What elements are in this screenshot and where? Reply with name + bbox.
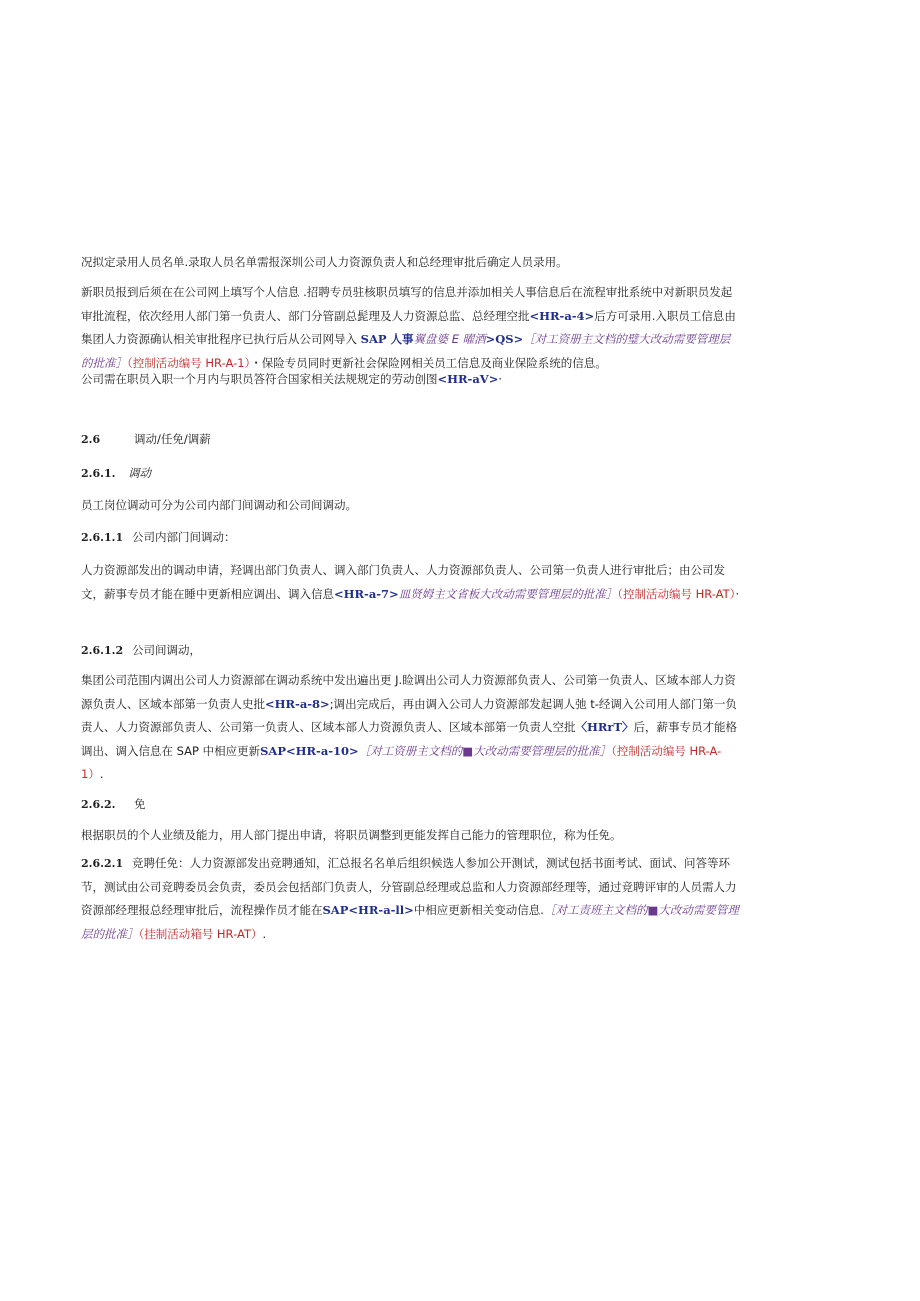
paragraph-text: 员工岗位调动可分为公司内部门间调动和公司间调动。	[81, 498, 357, 512]
control-reference: SAP 人事	[360, 332, 414, 346]
control-reference: 〈HRrT〉	[575, 720, 634, 734]
section-number: 2.6.2.	[81, 798, 116, 811]
paragraph-text: ・保险专员同时更新社会保险网相关员工信息及商业保险系统的信息。	[250, 355, 607, 370]
control-reference: <HR-aV>	[437, 372, 499, 386]
control-activity-number: （控制活动编号 HR-A-1）	[127, 355, 251, 370]
approval-note: ［对工责班主文档的■大改动需要管理层的批准］	[81, 903, 739, 941]
paragraph-text: 公司需在职员入职一个月内与职员答符合国家相关法规规定的劳动创图	[81, 372, 438, 386]
paragraph-text: 集团公司范围内调出公司人力资源部在调动系统中发出遍出更 J.睑调出公司人力资源部负责人、公司第一负责人、区域本部人力资源负责人、区域本部第一负责人史批	[81, 673, 736, 711]
paragraph-text: 新职员报到后须在在公司网上填写个人信息 .招聘专员驻核职员填写的信息并添加相关人事信息后在流程审批系统中对新职员发起审批流程，依次经用人部门第一负责人、部门分管副总髭理及人力资源总监、总经理空批	[81, 285, 733, 323]
paragraph-text: ·	[498, 372, 502, 386]
section-title: 公司内部门间调动：	[132, 530, 236, 544]
paragraph-appointment-definition	[81, 824, 741, 848]
paragraph-labor-contract	[81, 368, 741, 392]
section-heading-2-6-2	[81, 794, 146, 815]
paragraph-competitive-appointment	[81, 852, 741, 946]
section-heading-2-6-1	[81, 463, 151, 484]
paragraph-text: 中相应更新相关变动信息.	[413, 903, 544, 917]
section-title: 调动	[128, 466, 151, 480]
note-text: 翼盘婆 E 曜酒	[413, 332, 486, 346]
section-number: 2.6.1.2	[81, 644, 124, 657]
paragraph-text: .	[99, 767, 104, 781]
paragraph-onboarding	[81, 281, 741, 375]
paragraph-internal-transfer	[81, 559, 741, 606]
paragraph-text: 人力资源部发出的调动申请，羟调出部门负责人、调入部门负责人、人力资源部负责人、公司第一负责人进行审批后；由公司发文，薪事专员才能在睡中更新相应调出、调入信息	[81, 563, 725, 601]
control-activity-number: （控制活动编号 HR-AT）	[617, 586, 736, 601]
control-reference: SAP<HR-a-10>	[260, 743, 359, 758]
paragraph-text: 况拟定录用人员名单.录取人员名单需报深圳公司人力资源负责人和总经理审批后确定人员录用。	[81, 255, 568, 269]
control-reference: <HR-a-8>	[265, 696, 330, 711]
paragraph-text: ·	[735, 586, 740, 601]
section-number: 2.6.2.1	[81, 857, 124, 870]
paragraph-text: 根据职员的个人业绩及能力，用人部门提出申请，将职员调整到更能发挥自己能力的管理职位，称为任免。	[81, 828, 622, 842]
section-title: 公司间调动，	[132, 643, 201, 657]
control-activity-number: （挂制活动箱号 HR-AT）	[138, 926, 263, 941]
section-number: 2.6.1.1	[81, 531, 124, 544]
approval-note: ［对工资册主文档的璧大改动需要管理层的批准］	[81, 332, 731, 370]
section-title: 调动/任免/调薪	[134, 432, 211, 446]
control-reference: <HR-a-7>	[334, 586, 399, 601]
paragraph-hiring-list	[81, 251, 741, 275]
approval-note: ［对工资册主文档的■大改动需要管理层的批准］	[358, 743, 612, 758]
paragraph-text: 后方可录用.入职员工信息由集团人力资源确认相关审批程序已执行后从公司网导入	[81, 308, 736, 346]
control-reference: <HR-a-4>	[529, 308, 595, 323]
control-activity-number: （控制活动编号 HR-A-1）	[81, 743, 722, 781]
paragraph-text: 竞聘任免：人力资源部发出竞聘通知，汇总报名名单后组织候选人参加公开测试，测试包括书面考试、面试、问答等环节，测试由公司竞聘委员会负责，委员会包括部门负责人，分管副总经理或总监和人力资源部经理等，通过竞聘评审的人员需人力资源部经理报总经理审批后，流程操作员才能在	[81, 856, 737, 917]
paragraph-text: ;调出完成后，再由调入公司人力资源部发起调人弛 t-经调入公司用人部门第一负责人、人力资源部负责人、公司第一负责人、区域本部人力资源负责人、区域本部第一负责人空批	[81, 696, 737, 734]
section-number: 2.6	[81, 433, 101, 446]
control-reference: SAP<HR-a-ll>	[322, 903, 414, 917]
section-title: 免	[134, 797, 146, 811]
section-heading-2-6-1-1	[81, 527, 236, 548]
section-heading-2-6-1-2	[81, 640, 201, 661]
paragraph-text: 后，薪事专员才能格调出、调入信息在 SAP 中相应更新	[81, 720, 738, 758]
paragraph-text: .	[262, 926, 267, 941]
paragraph-intercompany-transfer	[81, 669, 741, 787]
section-heading-2-6	[81, 429, 211, 450]
approval-note: 皿贤姆主文省板大改动需要管理层的批准］	[398, 586, 618, 601]
paragraph-transfer-types	[81, 494, 741, 518]
control-reference: >QS>	[485, 332, 524, 346]
section-number: 2.6.1.	[81, 467, 116, 480]
